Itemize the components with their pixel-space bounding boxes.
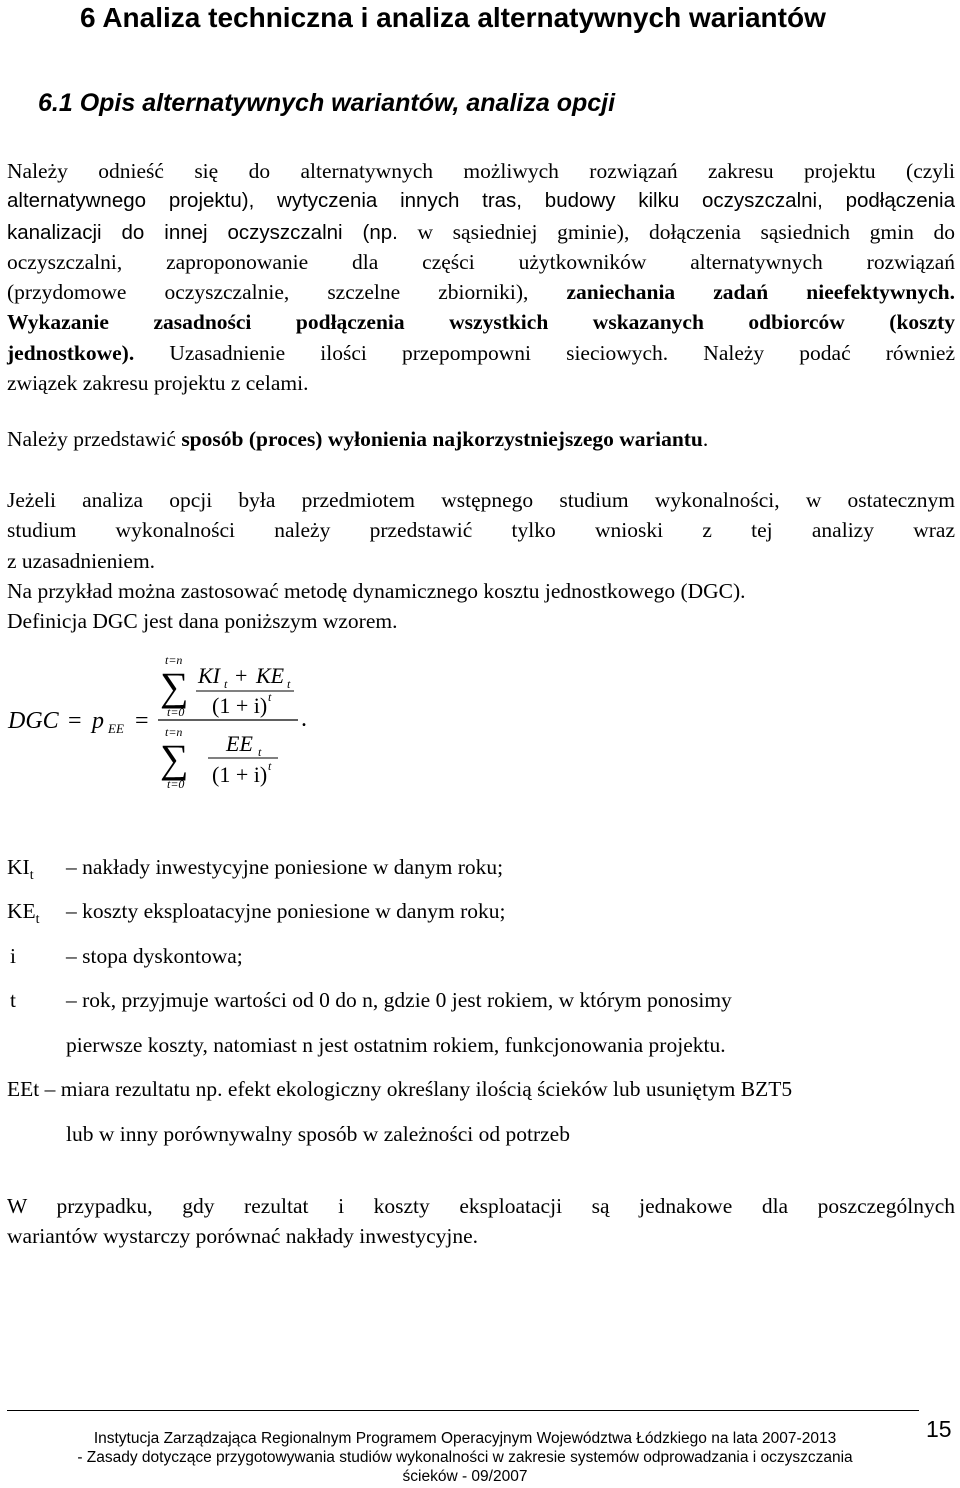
num-ke-sub: t bbox=[287, 677, 291, 691]
sum-2-upper: t=n bbox=[165, 725, 183, 739]
p1-line-6-bold: Wykazanie zasadności podłączenia wszystkich wskazanych odbiorców (koszty bbox=[7, 310, 955, 335]
def-i-desc: stopa dyskontowa; bbox=[82, 944, 243, 968]
p2-b: sposób (proces) wyłonienia najkorzystniejszego wariantu bbox=[181, 427, 703, 451]
def-t-symbol bbox=[10, 988, 16, 1013]
p1-line-3a: kanalizacji do innej oczyszczalni (np. bbox=[7, 220, 398, 244]
def-ke-sub: t bbox=[35, 912, 40, 927]
def-t-text bbox=[66, 988, 732, 1013]
def-ke-dash: – bbox=[66, 899, 77, 923]
def-ke-desc: koszty eksploatacyjne poniesione w danym roku; bbox=[82, 899, 506, 923]
def-ki-sub: t bbox=[29, 868, 34, 883]
def-ke-sym: KE bbox=[7, 899, 36, 923]
dgc-formula bbox=[0, 650, 960, 800]
p1-line-5b: zaniechania zadań nieefektywnych. bbox=[566, 280, 955, 305]
sum-2-lower: t=0 bbox=[167, 777, 185, 791]
p1-line-3b: w sąsiedniej gminie), dołączenia sąsiednich gmin do bbox=[417, 219, 956, 244]
footer-line-2: - Zasady dotyczące przygotowywania studiów wykonalności w zakresie systemów odprowadzania i oczyszczania bbox=[77, 1449, 853, 1466]
den-ee-sub: t bbox=[258, 745, 262, 759]
p1-line-5a: (przydomowe oczyszczalnie, szczelne zbiorniki), bbox=[7, 280, 529, 305]
def-eet-dash: – bbox=[44, 1077, 56, 1101]
p2-c: . bbox=[702, 427, 709, 451]
p1-line-1: Należy odnieść się do alternatywnych możliwych rozwiązań zakresu projektu (czyli bbox=[7, 159, 955, 183]
paragraph-conclusion bbox=[7, 1191, 955, 1252]
paragraph-alternatives bbox=[7, 156, 955, 398]
def-ki-sym: KI bbox=[7, 855, 30, 879]
num-plus: + bbox=[235, 663, 248, 688]
def-t-sym: t bbox=[10, 988, 16, 1012]
p1-line-4: oczyszczalni, zaproponowanie dla części użytkowników alternatywnych rozwiązań bbox=[7, 249, 955, 274]
sum-1-lower: t=0 bbox=[167, 705, 185, 719]
section-heading: 6.1 Opis alternatywnych wariantów, analiza opcji bbox=[38, 89, 616, 117]
def-eet-sym: EEt bbox=[7, 1077, 40, 1101]
formula-eq-1: = bbox=[68, 708, 82, 734]
def-ki-desc: nakłady inwestycyjne poniesione w danym roku; bbox=[82, 855, 504, 879]
def-eet-desc: miara rezultatu np. efekt ekologiczny określany ilością ścieków lub usuniętym BZT5 bbox=[60, 1077, 793, 1101]
num-ki-sub: t bbox=[224, 677, 228, 691]
p1-line-2: alternatywnego projektu), wytyczenia innych tras, budowy kilku oczyszczalni, podłączenia bbox=[7, 189, 955, 213]
p4-line-2: wariantów wystarczy porównać nakłady inwestycyjne. bbox=[7, 1224, 479, 1249]
p2-line bbox=[7, 424, 955, 454]
def-ki-text bbox=[66, 855, 503, 880]
p1-line-3 bbox=[7, 217, 955, 247]
def-t-desc: rok, przyjmuje wartości od 0 do n, gdzie 0 jest rokiem, w którym ponosimy bbox=[82, 988, 732, 1012]
den-den-paren: (1 + i) bbox=[212, 762, 268, 787]
def-ke-text bbox=[66, 899, 505, 924]
def-t-dash: – bbox=[66, 988, 77, 1012]
num-den-exp: t bbox=[268, 690, 272, 704]
def-i-symbol bbox=[10, 944, 16, 969]
def-i-sym: i bbox=[10, 944, 16, 968]
formula-p: p bbox=[92, 708, 104, 734]
def-eet-continuation: lub w inny porównywalny sposób w zależności od potrzeb bbox=[66, 1122, 570, 1146]
p1-line-6 bbox=[7, 307, 955, 337]
paragraph-method bbox=[7, 424, 955, 454]
p3-line-3: z uzasadnieniem. bbox=[7, 548, 156, 573]
p3-line-4: Na przykład można zastosować metodę dynamicznego kosztu jednostkowego (DGC). bbox=[7, 578, 746, 603]
footer-line-3: ścieków - 09/2007 bbox=[402, 1468, 528, 1485]
num-den-paren: (1 + i) bbox=[212, 693, 268, 718]
sum-1-symbol: ∑ bbox=[160, 664, 189, 709]
def-ki-symbol bbox=[7, 855, 34, 884]
def-ke-symbol bbox=[7, 899, 40, 928]
def-ki-dash: – bbox=[66, 855, 77, 879]
footer-line-1: Instytucja Zarządzająca Regionalnym Programem Operacyjnym Województwa Łódzkiego na lata 2007-2013 bbox=[93, 1430, 837, 1447]
p1-line-7b: Uzasadnienie ilości przepompowni sieciowych. Należy podać również bbox=[169, 340, 955, 365]
sum-1-upper: t=n bbox=[165, 653, 183, 667]
p4-line-1: W przypadku, gdy rezultat i koszty eksploatacji są jednakowe dla poszczególnych bbox=[7, 1194, 955, 1218]
p2-a: Należy przedstawić bbox=[7, 427, 176, 451]
page-number: 15 bbox=[926, 1416, 952, 1442]
def-t-continuation: pierwsze koszty, natomiast n jest ostatnim rokiem, funkcjonowania projektu. bbox=[66, 1033, 726, 1057]
sum-2-symbol: ∑ bbox=[160, 736, 189, 781]
formula-dot: . bbox=[301, 706, 307, 732]
den-ee: EE bbox=[226, 731, 253, 756]
p1-line-7 bbox=[7, 338, 955, 368]
def-eet bbox=[7, 1077, 792, 1102]
formula-eq-2: = bbox=[135, 708, 149, 734]
num-ke: KE bbox=[256, 663, 285, 688]
p3-line-5: Definicja DGC jest dana poniższym wzorem. bbox=[7, 609, 398, 634]
num-ki: KI bbox=[198, 663, 220, 688]
p1-line-7a: jednostkowe). bbox=[7, 340, 135, 365]
p3-line-2: studium wykonalności należy przedstawić tylko wnioski z tej analizy wraz bbox=[7, 518, 955, 543]
den-den-exp: t bbox=[268, 759, 272, 773]
chapter-heading: 6 Analiza techniczna i analiza alternatywnych wariantów bbox=[80, 2, 826, 33]
p3-line-1: Jeżeli analiza opcji była przedmiotem wstępnego studium wykonalności, w ostatecznym bbox=[7, 488, 955, 512]
formula-p-sub: EE bbox=[108, 721, 124, 736]
def-i-dash: – bbox=[66, 944, 77, 968]
def-i-text bbox=[66, 944, 243, 969]
p1-line-5 bbox=[7, 277, 955, 307]
p1-line-8: związek zakresu projektu z celami. bbox=[7, 371, 309, 396]
formula-lhs: DGC bbox=[8, 708, 59, 734]
footer-divider bbox=[7, 1410, 919, 1411]
paragraph-options-analysis bbox=[7, 485, 955, 636]
